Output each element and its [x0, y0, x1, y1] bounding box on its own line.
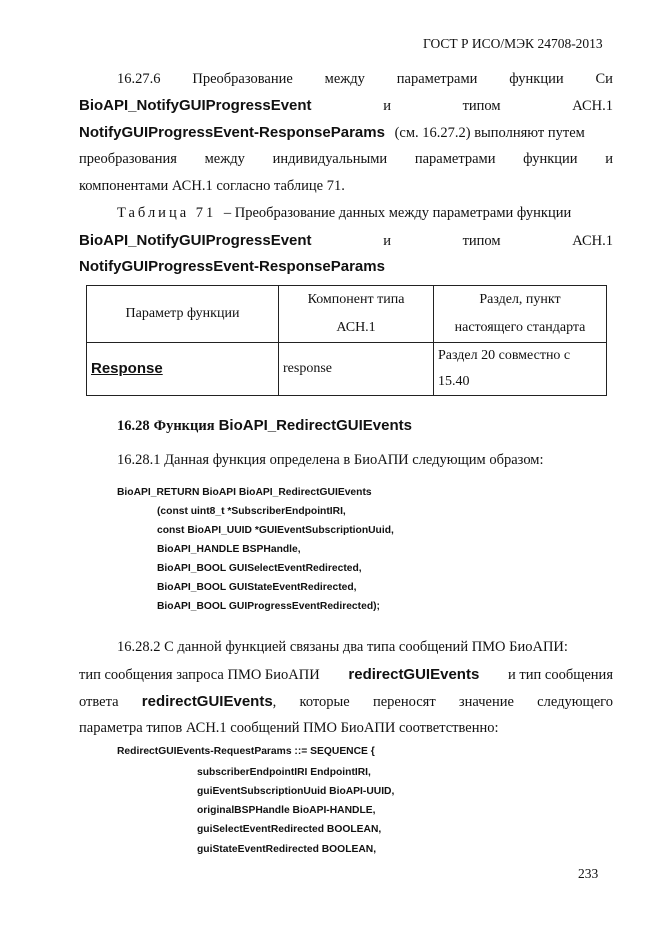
word: между — [324, 71, 365, 87]
code-line: BioAPI_RETURN BioAPI BioAPI_RedirectGUIEvents — [117, 487, 372, 498]
section-ref: 15.40 — [438, 374, 470, 389]
section-number: 16.28 — [117, 418, 150, 434]
word: которые — [299, 694, 350, 710]
code-line: BioAPI_BOOL GUISelectEventRedirected, — [157, 563, 362, 574]
table-caption-label: Таблица 71 — [117, 205, 217, 221]
para-16-27-6-line-5: компонентами АСН.1 согласно таблице 71. — [79, 178, 345, 194]
page-number: 233 — [578, 866, 599, 881]
code-line: guiSelectEventRedirected BOOLEAN, — [197, 824, 382, 835]
comma: , — [272, 694, 277, 710]
header-label: Параметр функции — [125, 306, 240, 321]
code-line: guiStateEventRedirected BOOLEAN, — [197, 844, 377, 855]
message-type: redirectGUIEvents — [348, 666, 480, 683]
message-type: redirectGUIEvents — [141, 693, 273, 710]
word: АСН.1 — [572, 98, 613, 114]
text: и тип сообщения — [508, 667, 613, 683]
table-header-row — [87, 286, 607, 343]
para-16-28-2-line-4: параметра типов АСН.1 сообщений ПМО БиоАПИ соответственно: — [79, 720, 499, 736]
para-16-28-2-line-2 — [79, 661, 613, 688]
table-71 — [86, 285, 607, 396]
header-cell-section — [434, 286, 607, 343]
word: между — [204, 151, 245, 167]
word: значение — [458, 694, 514, 710]
word: и — [383, 98, 391, 114]
table-row — [87, 343, 607, 396]
word: параметрами — [396, 71, 478, 87]
page-header: ГОСТ Р ИСО/МЭК 24708-2013 — [423, 36, 603, 51]
header-label: Компонент типа — [307, 292, 405, 307]
code-line: (const uint8_t *SubscriberEndpointIRI, — [157, 506, 346, 517]
word: преобразования — [79, 151, 177, 167]
table-caption-line-2 — [79, 227, 613, 254]
function-name: BioAPI_NotifyGUIProgressEvent — [79, 232, 312, 249]
code-line: RedirectGUIEvents-RequestParams ::= SEQUENCE { — [117, 746, 375, 757]
word: типом — [462, 98, 501, 114]
cell-param — [87, 343, 279, 396]
code-line: originalBSPHandle BioAPI-HANDLE, — [197, 805, 376, 816]
section-ref: Раздел 20 совместно с — [438, 348, 571, 363]
header-label: Раздел, пункт — [479, 292, 561, 307]
para-16-27-6-line-3 — [79, 119, 613, 146]
table-caption-line-3: NotifyGUIProgressEvent-ResponseParams — [79, 258, 385, 275]
word: АСН.1 — [572, 233, 613, 249]
word: и — [605, 151, 613, 167]
code-line: subscriberEndpointIRI EndpointIRI, — [197, 767, 371, 778]
header-cell-param — [87, 286, 279, 343]
cell-component — [279, 343, 434, 396]
word: и — [383, 233, 391, 249]
code-line: BioAPI_BOOL GUIStateEventRedirected, — [157, 582, 357, 593]
param-name: Response — [91, 360, 163, 377]
header-label: настоящего стандарта — [454, 320, 586, 335]
text: (см. 16.27.2) выполняют путем — [394, 125, 585, 141]
word: переносят — [372, 694, 436, 710]
text: тип сообщения запроса ПМО БиоАПИ — [79, 667, 320, 683]
word: следующего — [537, 694, 613, 710]
code-line: BioAPI_BOOL GUIProgressEventRedirected); — [157, 601, 380, 612]
para-16-27-6-line-4 — [79, 146, 613, 173]
word: индивидуальными — [272, 151, 388, 167]
word: 16.27.6 — [117, 71, 161, 87]
para-16-28-2-line-3 — [79, 688, 613, 715]
section-function-name: BioAPI_RedirectGUIEvents — [218, 417, 412, 434]
para-16-28-1: 16.28.1 Данная функция определена в БиоАПИ следующим образом: — [117, 452, 544, 468]
params-type-name: NotifyGUIProgressEvent-ResponseParams — [79, 124, 385, 141]
table-caption-line-1 — [117, 200, 613, 227]
word: Преобразование — [192, 71, 293, 87]
cell-section — [434, 343, 607, 396]
word: параметрами — [414, 151, 496, 167]
code-line: guiEventSubscriptionUuid BioAPI-UUID, — [197, 786, 395, 797]
word: Си — [595, 71, 613, 87]
section-heading-16-28 — [117, 412, 613, 439]
word: ответа — [79, 694, 119, 710]
code-line: const BioAPI_UUID *GUIEventSubscriptionUuid, — [157, 525, 394, 536]
word: функции — [509, 71, 564, 87]
component-name: response — [283, 361, 332, 376]
header-label: АСН.1 — [336, 320, 376, 335]
table-caption-text: – Преобразование данных между параметрами функции — [223, 205, 572, 221]
code-line: BioAPI_HANDLE BSPHandle, — [157, 544, 301, 555]
para-16-27-6-line-1 — [117, 66, 613, 93]
section-word: Функция — [153, 418, 215, 434]
para-16-28-2-line-1: 16.28.2 С данной функцией связаны два типа сообщений ПМО БиоАПИ: — [117, 639, 568, 655]
function-name: BioAPI_NotifyGUIProgressEvent — [79, 97, 312, 114]
word: функции — [523, 151, 578, 167]
para-16-27-6-line-2 — [79, 92, 613, 119]
word: типом — [462, 233, 501, 249]
header-cell-component — [279, 286, 434, 343]
